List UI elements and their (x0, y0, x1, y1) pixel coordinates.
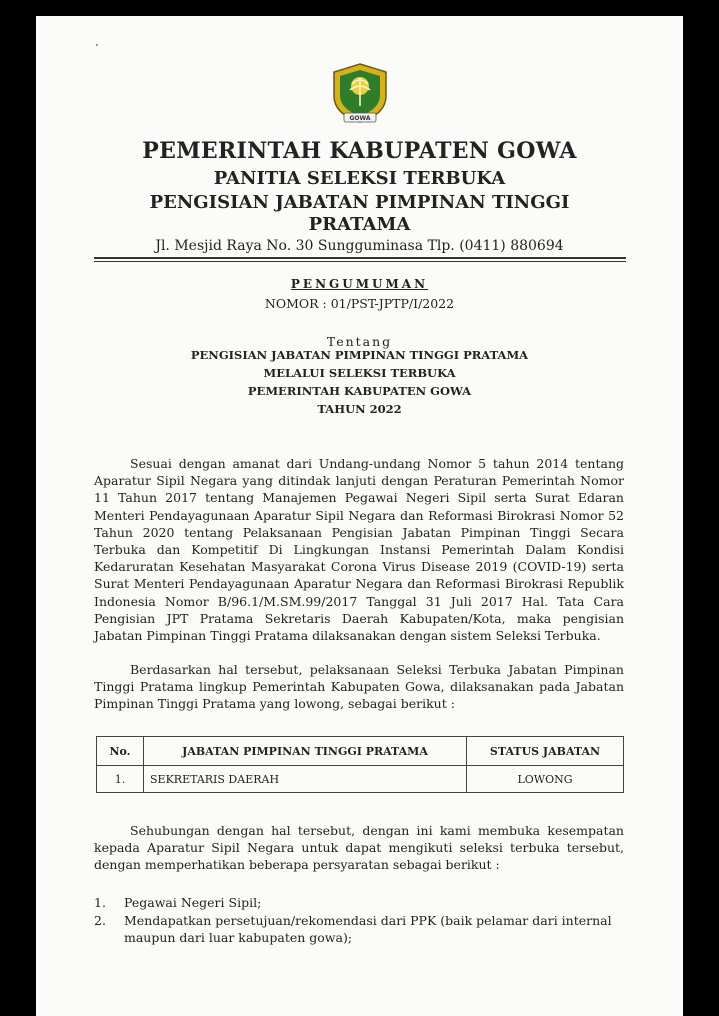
position-table (96, 736, 624, 793)
announcement-number: NOMOR : 01/PST-JPTP/I/2022 (264, 296, 455, 311)
list-item-text: Pegawai Negeri Sipil; (124, 895, 262, 910)
body-paragraph-2: Berdasarkan hal tersebut, pelaksanaan Seleksi Terbuka Jabatan Pimpinan Tinggi Pratama lingkup Pemerintah Kabupaten Gowa, dilaksanakan pada Jabatan Pimpinan Tinggi Pratama yang lowong, sebagai berikut : (94, 662, 624, 712)
letterhead-address: Jl. Mesjid Raya No. 30 Sungguminasa Tlp. (0411) 880694 (155, 238, 564, 254)
table-cell-no: 1. (97, 766, 144, 793)
table-cell-position: SEKRETARIS DAERAH (144, 766, 467, 793)
letterhead-government: PEMERINTAH KABUPATEN GOWA (142, 138, 577, 164)
gowa-emblem-icon (330, 62, 390, 126)
requirements-list (94, 894, 624, 947)
table-header-row (97, 737, 624, 766)
announcement-tentang: Tentang (326, 334, 393, 349)
announcement-label: PENGUMUMAN (290, 277, 429, 291)
list-item (94, 912, 624, 947)
table-header-status: STATUS JABATAN (467, 737, 624, 766)
letterhead-subject-line2: PRATAMA (308, 214, 411, 235)
subject-line: PENGISIAN JABATAN PIMPINAN TINGGI PRATAMA (190, 348, 529, 362)
table-header-no: No. (97, 737, 144, 766)
table-header-position: JABATAN PIMPINAN TINGGI PRATAMA (144, 737, 467, 766)
letterhead-committee: PANITIA SELEKSI TERBUKA (213, 168, 506, 189)
list-item-number: 2. (94, 912, 106, 928)
table-row (97, 766, 624, 793)
letterhead-subject-line1: PENGISIAN JABATAN PIMPINAN TINGGI (149, 192, 570, 213)
letterhead-rule-thick (94, 257, 626, 259)
list-item-text: Mendapatkan persetujuan/rekomendasi dari PPK (baik pelamar dari internal maupun dari luar kabupaten gowa); (124, 912, 612, 945)
document-page (36, 16, 683, 1016)
list-item (94, 894, 624, 912)
speck (96, 44, 98, 46)
list-item-number: 1. (94, 895, 106, 910)
table-cell-status: LOWONG (467, 766, 624, 793)
body-paragraph-3: Sehubungan dengan hal tersebut, dengan ini kami membuka kesempatan kepada Aparatur Sipil Negara untuk dapat mengikuti seleksi terbuka tersebut, dengan memperhatikan beberapa persyaratan sebagai berikut : (94, 823, 624, 873)
subject-line: MELALUI SELEKSI TERBUKA (263, 366, 456, 380)
subject-line: TAHUN 2022 (317, 402, 402, 416)
subject-line: PEMERINTAH KABUPATEN GOWA (247, 384, 472, 398)
letterhead-rule-thin (94, 261, 626, 262)
body-paragraph-1: Sesuai dengan amanat dari Undang-undang Nomor 5 tahun 2014 tentang Aparatur Sipil Negara yang ditindak lanjuti dengan Peraturan Pemerintah Nomor 11 Tahun 2017 tentang Manajemen Pegawai Negeri Sipil serta Surat Edaran Menteri Pendayagunaan Aparatur Sipil Negara dan Reformasi Birokrasi Nomor 52 Tahun 2020 tentang Pelaksanaan Pengisian Jabatan Pimpinan Tinggi Secara Terbuka dan Kompetitif Di Lingkungan Instansi Pemerintah Dalam Kondisi Kedaruratan Kesehatan Masyarakat Corona Virus Disease 2019 (COVID-19) serta Surat Menteri Pendayagunaan Aparatur Negara dan Reformasi Birokrasi Republik Indonesia Nomor B/96.1/M.SM.99/2017 Tanggal 31 Juli 2017 Hal. Tata Cara Pengisian JPT Pratama Sekretaris Daerah Kabupaten/Kota, maka pengisian Jabatan Pimpinan Tinggi Pratama dilaksanakan dengan sistem Seleksi Terbuka. (94, 456, 624, 644)
logo-lettering: GOWA (349, 115, 371, 122)
